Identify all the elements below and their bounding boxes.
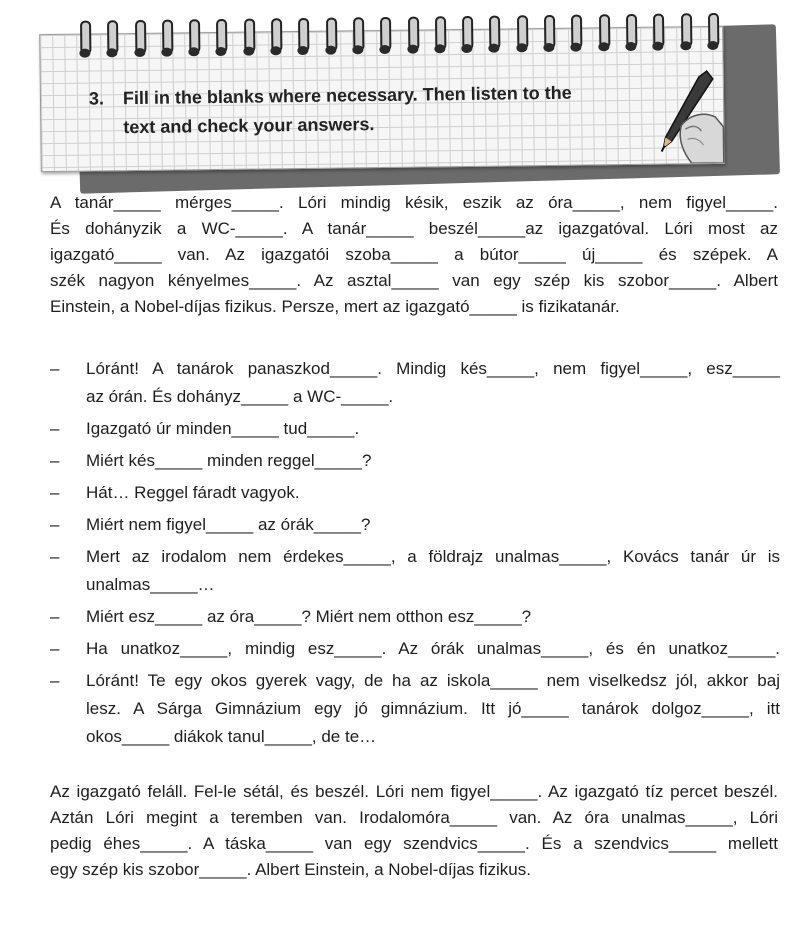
dialogue-line: – Igazgató úr minden_____ tud_____.: [50, 419, 360, 438]
paragraph-1-line: Einstein, a Nobel-díjas fizikus. Persze, mert az igazgató_____ is fizikatanár.: [50, 297, 620, 316]
dialogue-line: – Ha unatkoz_____, mindig esz_____. Az órák unalmas_____, és én unatkoz_____.: [50, 639, 780, 658]
paragraph-1-line: És dohányzik a WC-_____. A tanár_____ beszél_____az igazgatóval. Lóri most az: [50, 219, 778, 238]
instruction-line-1: Fill in the blanks where necessary. Then listen to the: [122, 82, 572, 109]
paragraph-1-line: szék nagyon kényelmes_____. Az asztal_____ van egy szép kis szobor_____. Albert: [50, 271, 778, 290]
instruction-line-2: text and check your answers.: [123, 114, 375, 138]
paragraph-1: [50, 190, 778, 320]
paragraph-1-line: igazgató_____ van. Az igazgatói szoba_____ a bútor_____ új_____ és szépek. A: [50, 245, 778, 264]
pencil-hand-icon: [641, 67, 726, 164]
dialogue-line: – Hát… Reggel fáradt vagyok.: [50, 483, 300, 502]
exercise-instruction: [89, 78, 650, 143]
dialogue-line: – Miért nem figyel_____ az órák_____?: [50, 515, 371, 534]
spiral-rings-icon: [78, 13, 718, 65]
paragraph-2-line: Aztán Lóri megint a teremben van. Irodalomóra_____ van. Az óra unalmas_____, Lóri: [50, 808, 778, 827]
dialogue-line: – Miért kés_____ minden reggel_____?: [50, 451, 372, 470]
paragraph-1-line: A tanár_____ mérges_____. Lóri mindig késik, eszik az óra_____, nem figyel_____.: [50, 193, 778, 212]
dialogue-line: – Mert az irodalom nem érdekes_____, a földrajz unalmas_____, Kovács tanár úr is unalmas_____…: [50, 547, 780, 594]
dialogue-line: – Lóránt! Te egy okos gyerek vagy, de ha az iskola_____ nem viselkedsz jól, akkor baj lesz. A Sárga Gimnázium egy jó gimnázium. Itt jó_____ tanárok dolgoz_____, itt okos_____ diákok tanul_____, de te…: [50, 671, 780, 746]
paragraph-2-line: egy szép kis szobor_____. Albert Einstein, a Nobel-díjas fizikus.: [50, 860, 531, 879]
notebook-banner: [39, 26, 725, 172]
paragraph-2-line: Az igazgató feláll. Fel-le sétál, és beszél. Lóri nem figyel_____. Az igazgató tíz percet beszél.: [50, 782, 778, 801]
dialogue-line: – Miért esz_____ az óra_____? Miért nem otthon esz_____?: [50, 607, 532, 626]
dialogue-line: – Lóránt! A tanárok panaszkod_____. Mindig kés_____, nem figyel_____, esz_____ az órán. És dohányz_____ a WC-_____.: [50, 359, 780, 406]
dialogue: [50, 355, 780, 751]
exercise-number: 3.: [88, 88, 105, 109]
paragraph-2: [50, 779, 778, 883]
paragraph-2-line: pedig éhes_____. A táska_____ van egy szendvics_____. És a szendvics_____ mellett: [50, 834, 778, 853]
